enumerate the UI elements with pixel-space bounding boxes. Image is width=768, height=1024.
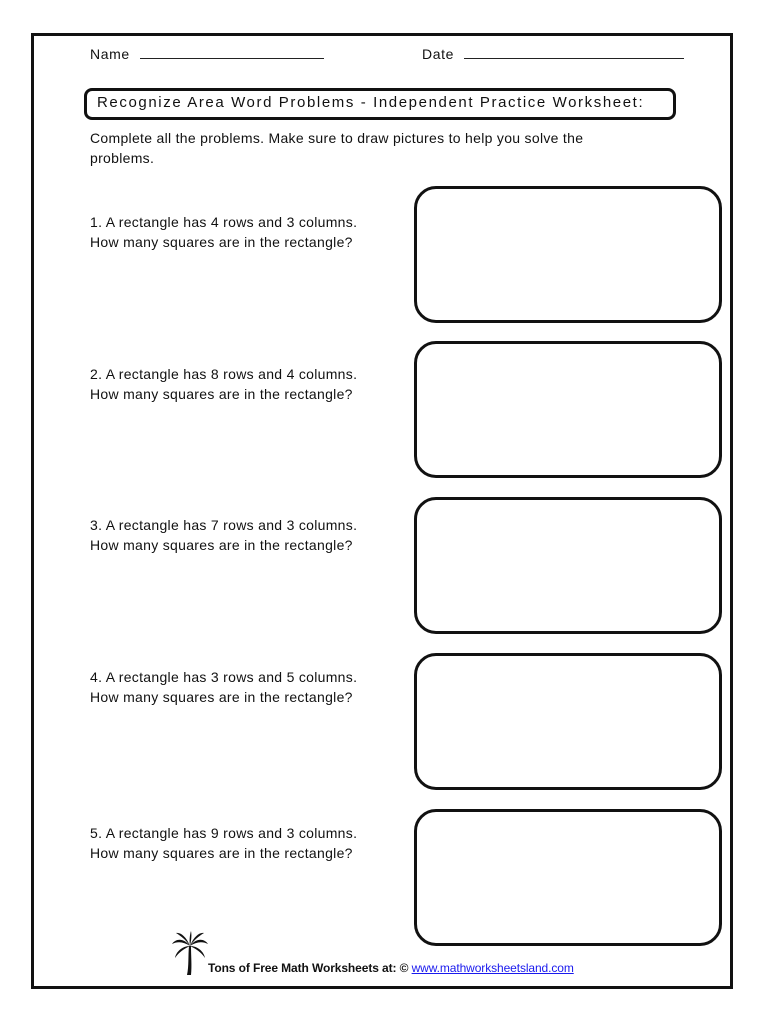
question-5 bbox=[90, 823, 400, 863]
question-2-line-1: 2. A rectangle has 8 rows and 4 columns. bbox=[90, 366, 358, 382]
question-4 bbox=[90, 667, 400, 707]
question-1 bbox=[90, 212, 400, 252]
date-label: Date bbox=[422, 46, 454, 62]
question-3 bbox=[90, 515, 400, 555]
question-1-line-2: How many squares are in the rectangle? bbox=[90, 234, 353, 250]
question-3-line-2: How many squares are in the rectangle? bbox=[90, 537, 353, 553]
date-field[interactable] bbox=[422, 46, 684, 62]
question-5-line-2: How many squares are in the rectangle? bbox=[90, 845, 353, 861]
question-4-line-2: How many squares are in the rectangle? bbox=[90, 689, 353, 705]
answer-box-4[interactable] bbox=[414, 653, 722, 790]
footer-text: Tons of Free Math Worksheets at: © bbox=[208, 961, 409, 975]
question-5-line-1: 5. A rectangle has 9 rows and 3 columns. bbox=[90, 825, 358, 841]
question-3-line-1: 3. A rectangle has 7 rows and 3 columns. bbox=[90, 517, 358, 533]
question-1-line-1: 1. A rectangle has 4 rows and 3 columns. bbox=[90, 214, 358, 230]
question-4-line-1: 4. A rectangle has 3 rows and 5 columns. bbox=[90, 669, 358, 685]
palm-tree-icon bbox=[170, 930, 210, 976]
question-2 bbox=[90, 364, 400, 404]
footer-credit bbox=[208, 961, 574, 975]
name-field[interactable] bbox=[90, 46, 324, 62]
footer-link[interactable]: www.mathworksheetsland.com bbox=[411, 961, 574, 975]
question-2-line-2: How many squares are in the rectangle? bbox=[90, 386, 353, 402]
answer-box-5[interactable] bbox=[414, 809, 722, 946]
answer-box-2[interactable] bbox=[414, 341, 722, 478]
instructions: Complete all the problems. Make sure to draw pictures to help you solve the problems. bbox=[90, 130, 584, 166]
worksheet-title: Recognize Area Word Problems - Independent Practice Worksheet: bbox=[84, 88, 676, 120]
answer-box-3[interactable] bbox=[414, 497, 722, 634]
answer-box-1[interactable] bbox=[414, 186, 722, 323]
date-blank-line[interactable] bbox=[464, 46, 684, 59]
name-blank-line[interactable] bbox=[140, 46, 324, 59]
name-label: Name bbox=[90, 46, 130, 62]
